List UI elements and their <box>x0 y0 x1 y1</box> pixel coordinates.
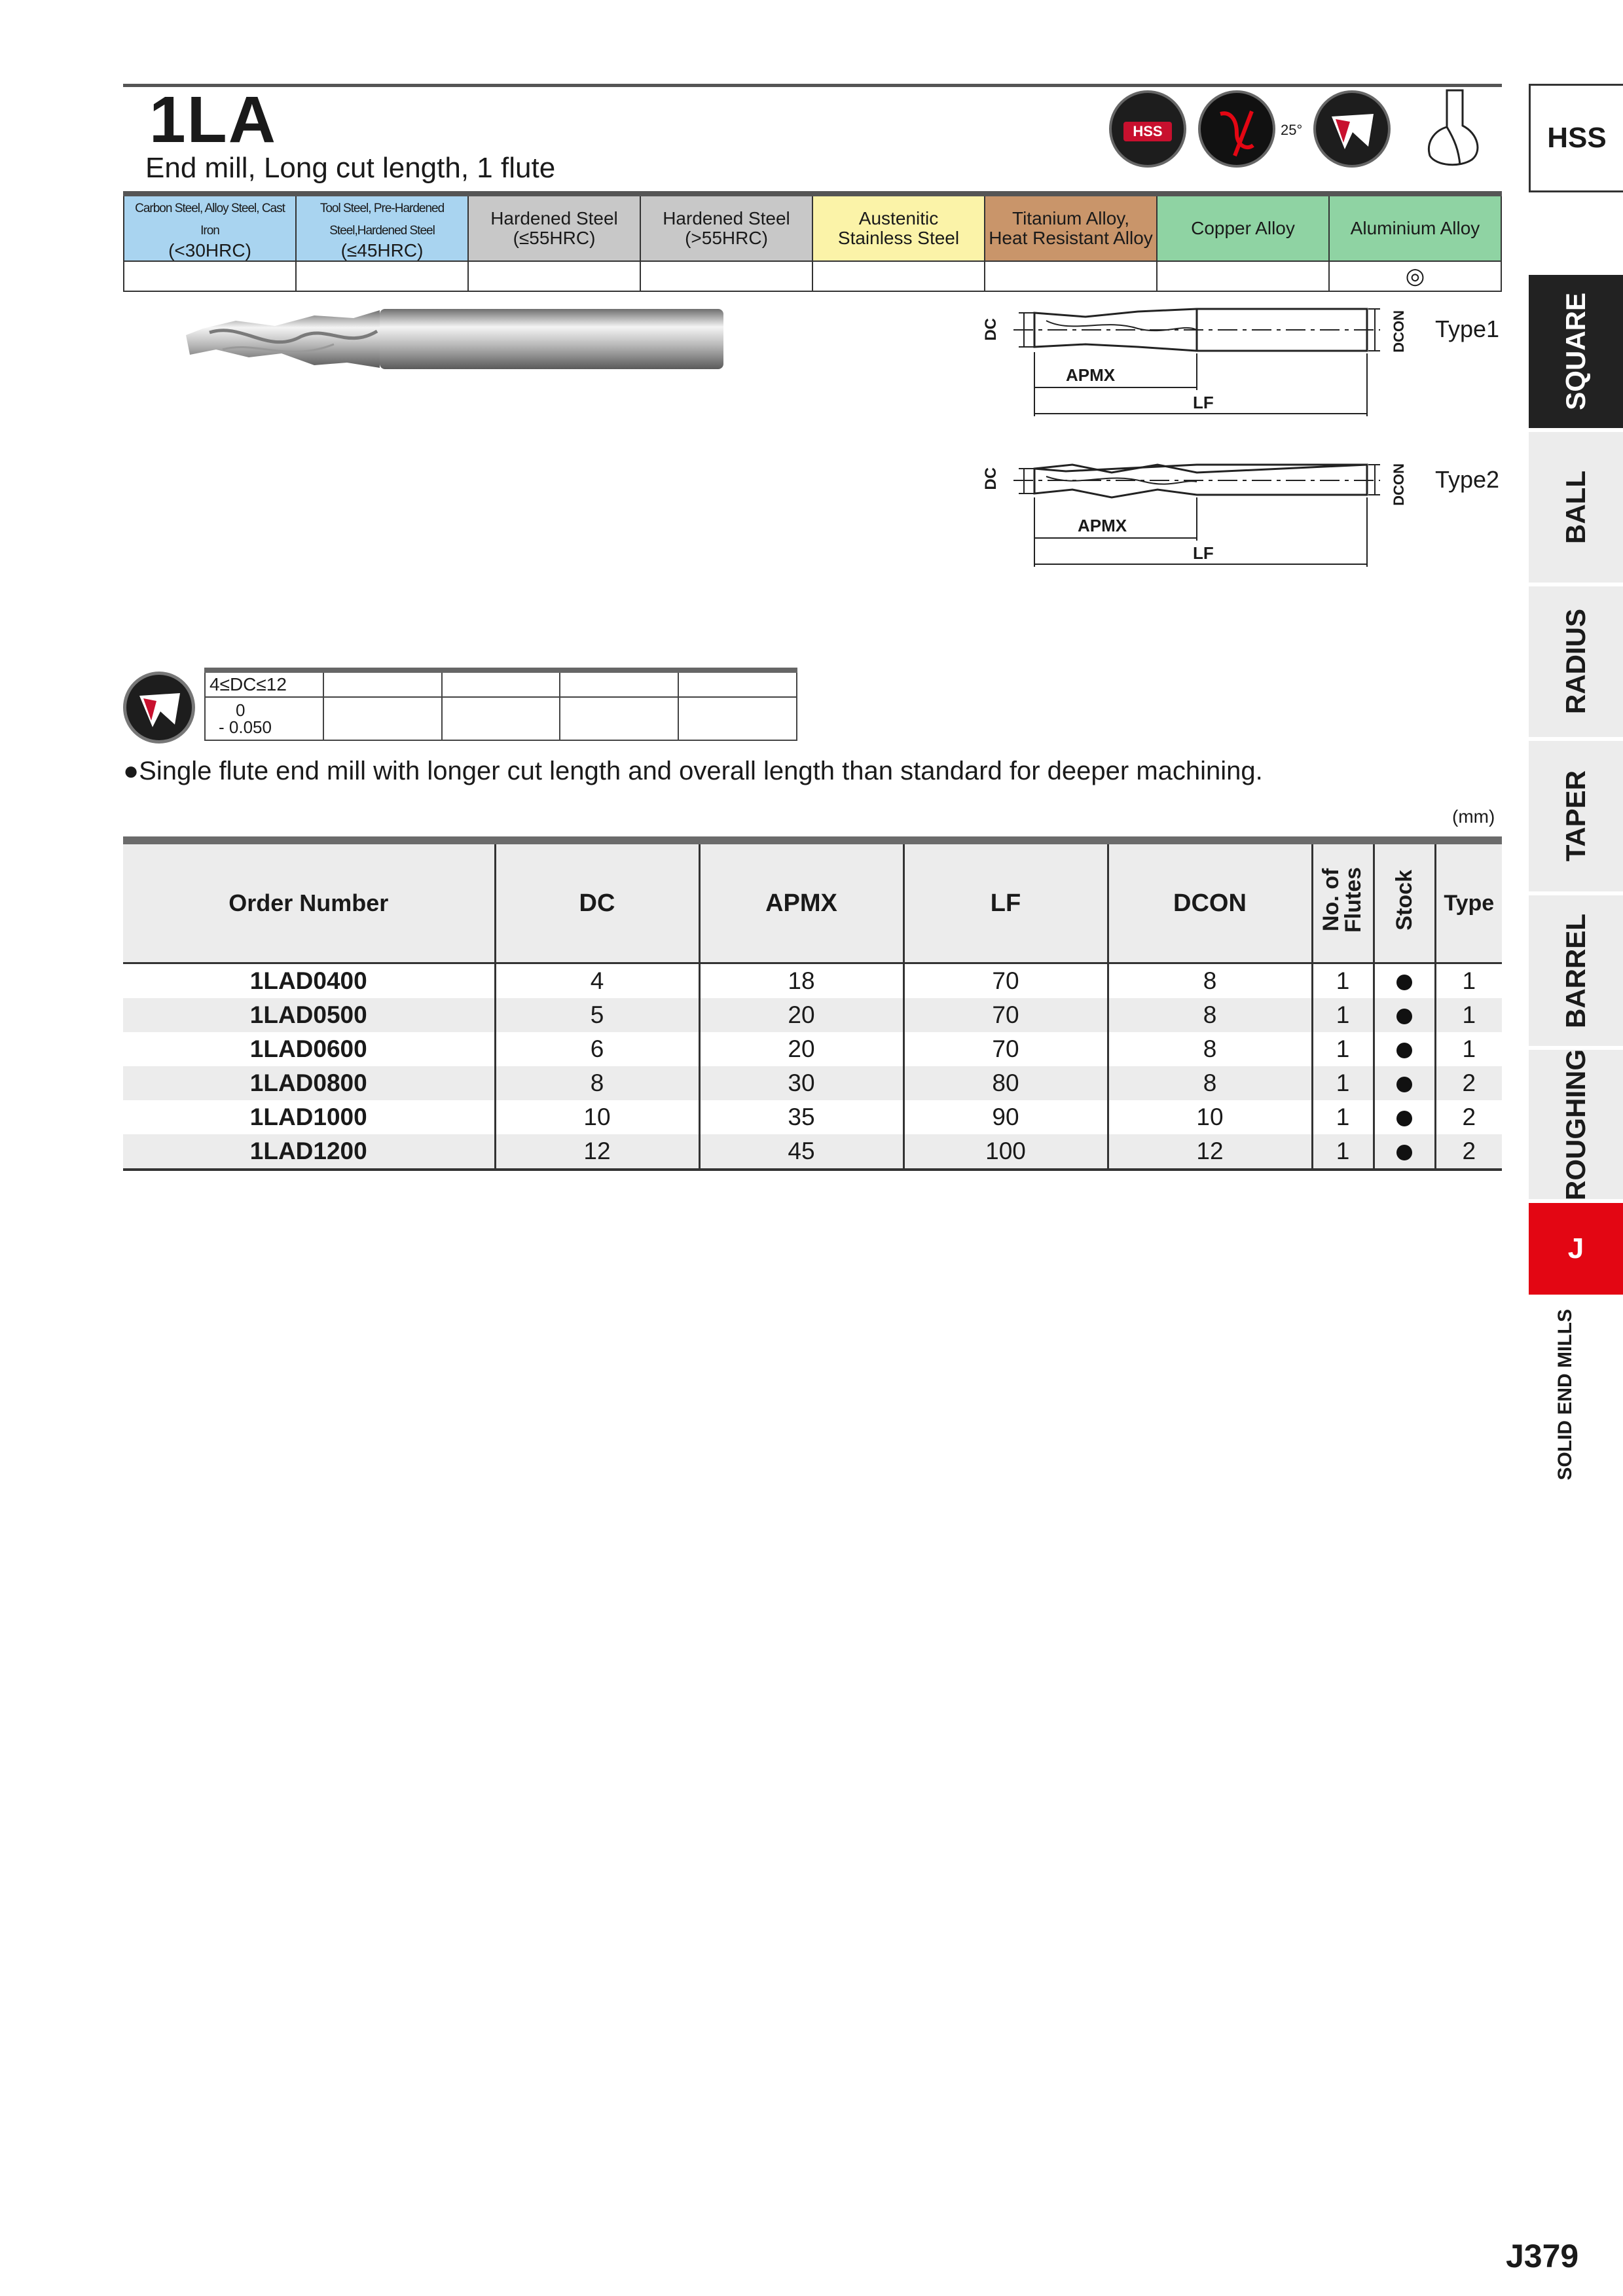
type1-dimension-drawing <box>974 292 1498 423</box>
apmx-value: 20 <box>699 998 903 1032</box>
tolerance-empty-cell <box>560 697 678 740</box>
dc-value: 10 <box>495 1100 699 1134</box>
rating-hardened-steel-55 <box>468 261 640 291</box>
table-row <box>123 998 1502 1032</box>
type2-label: Type2 <box>1435 466 1500 493</box>
stock-dot <box>1396 975 1412 990</box>
end-mill-shape-icon <box>1421 88 1484 169</box>
product-subtitle: End mill, Long cut length, 1 flute <box>145 152 556 184</box>
dcon-label: DCON <box>1391 310 1407 353</box>
flutes-value: 1 <box>1312 1032 1374 1066</box>
rating-hardened-steel-over-55 <box>640 261 812 291</box>
table-row <box>123 1032 1502 1066</box>
rating-carbon-steel <box>124 261 296 291</box>
type-value: 2 <box>1435 1134 1502 1170</box>
dcon-value: 10 <box>1108 1100 1312 1134</box>
type1-label: Type1 <box>1435 315 1500 342</box>
top-rule <box>123 84 1502 87</box>
dcon-value: 8 <box>1108 963 1312 999</box>
lf-value: 90 <box>903 1100 1108 1134</box>
material-copper-alloy: Copper Alloy <box>1157 194 1329 261</box>
dc-label: DC <box>982 318 1000 341</box>
spec-table <box>123 836 1502 1171</box>
apmx-value: 20 <box>699 1032 903 1066</box>
flutes-value: 1 <box>1312 1066 1374 1100</box>
material-suitability-table <box>123 191 1502 292</box>
product-description: ●Single flute end mill with longer cut length and overall length than standard for deeper machining. <box>123 757 1263 785</box>
type-value: 2 <box>1435 1066 1502 1100</box>
sidebar-tab-square[interactable]: SQUARE <box>1529 275 1623 432</box>
stock-indicator <box>1374 1032 1435 1066</box>
material-hardened-steel-55: Hardened Steel (≤55HRC) <box>468 194 640 261</box>
end-mill-photo <box>183 302 727 374</box>
dcon-value: 8 <box>1108 1032 1312 1066</box>
sidebar-tab-roughing[interactable]: ROUGHING <box>1529 1050 1623 1203</box>
flute-type-icon <box>1313 90 1391 168</box>
sidebar-tab-barrel[interactable]: BARREL <box>1529 895 1623 1050</box>
type-value: 1 <box>1435 998 1502 1032</box>
lf-value: 70 <box>903 963 1108 999</box>
apmx-value: 18 <box>699 963 903 999</box>
dc-value: 4 <box>495 963 699 999</box>
header-order-number: Order Number <box>123 840 495 963</box>
stock-indicator <box>1374 1134 1435 1170</box>
dc-value: 8 <box>495 1066 699 1100</box>
stock-dot <box>1396 1111 1412 1126</box>
material-hardened-steel-over-55: Hardened Steel (>55HRC) <box>640 194 812 261</box>
dcon-label: DCON <box>1391 463 1407 506</box>
flutes-value: 1 <box>1312 998 1374 1032</box>
tolerance-empty-cell <box>442 697 560 740</box>
lf-value: 100 <box>903 1134 1108 1170</box>
apmx-value: 45 <box>699 1134 903 1170</box>
dc-label: DC <box>982 467 1000 490</box>
dc-value: 5 <box>495 998 699 1032</box>
material-stainless-steel: Austenitic Stainless Steel <box>812 194 985 261</box>
stock-indicator <box>1374 963 1435 999</box>
hss-material-icon <box>1109 90 1186 168</box>
tolerance-empty-cell <box>323 697 442 740</box>
order-number: 1LAD0400 <box>249 967 367 994</box>
tolerance-value <box>205 697 323 740</box>
hss-badge: HSS <box>1123 122 1172 141</box>
lf-value: 70 <box>903 1032 1108 1066</box>
table-row <box>123 1100 1502 1134</box>
material-tab-hss[interactable]: HSS <box>1529 84 1623 192</box>
unit-label: (mm) <box>1452 806 1495 827</box>
order-number: 1LAD1000 <box>249 1103 367 1130</box>
rating-titanium-alloy <box>985 261 1157 291</box>
lf-label: LF <box>1193 393 1214 412</box>
stock-dot <box>1396 1043 1412 1058</box>
type2-dimension-drawing <box>974 442 1498 573</box>
tolerance-empty-cell <box>678 697 797 740</box>
order-number: 1LAD0500 <box>123 998 495 1032</box>
order-number: 1LAD0800 <box>123 1066 495 1100</box>
header-dcon: DCON <box>1108 840 1312 963</box>
lf-value: 80 <box>903 1066 1108 1100</box>
rating-aluminium-alloy: ◎ <box>1329 261 1501 291</box>
type-value: 2 <box>1435 1100 1502 1134</box>
type-value: 1 <box>1435 963 1502 999</box>
flutes-value: 1 <box>1312 1134 1374 1170</box>
section-tab-j[interactable]: J <box>1529 1203 1623 1295</box>
rating-stainless-steel <box>812 261 985 291</box>
rating-copper-alloy <box>1157 261 1329 291</box>
header-lf: LF <box>903 840 1108 963</box>
flutes-value: 1 <box>1312 1100 1374 1134</box>
tolerance-range: 4≤DC≤12 <box>205 670 323 697</box>
header-dc: DC <box>495 840 699 963</box>
tolerance-empty-cell <box>323 670 442 697</box>
dc-value: 6 <box>495 1032 699 1066</box>
order-number: 1LAD1200 <box>123 1134 495 1170</box>
stock-indicator <box>1374 1100 1435 1134</box>
tolerance-empty-cell <box>442 670 560 697</box>
tolerance-lower: - 0.050 <box>219 717 272 737</box>
header-apmx: APMX <box>699 840 903 963</box>
stock-indicator <box>1374 998 1435 1032</box>
product-title: 1LA <box>149 83 277 156</box>
sidebar-tab-taper[interactable]: TAPER <box>1529 741 1623 895</box>
table-row <box>123 963 1502 999</box>
tolerance-upper: 0 <box>236 700 246 720</box>
material-carbon-steel: Carbon Steel, Alloy Steel, Cast Iron (<30HRC) <box>124 194 296 261</box>
lf-label: LF <box>1193 543 1214 563</box>
apmx-value: 35 <box>699 1100 903 1134</box>
tolerance-empty-cell <box>678 670 797 697</box>
section-label: SOLID END MILLS <box>1554 1309 1576 1480</box>
header-flutes: No. of Flutes <box>1312 840 1374 963</box>
apmx-label: APMX <box>1078 516 1127 535</box>
stock-dot <box>1396 1009 1412 1024</box>
sidebar-tab-radius[interactable]: RADIUS <box>1529 586 1623 741</box>
material-tool-steel: Tool Steel, Pre-Hardened Steel,Hardened Steel (≤45HRC) <box>296 194 468 261</box>
page-number: J379 <box>1506 2238 1579 2274</box>
helix-angle-label: 25° <box>1281 122 1303 138</box>
helix-angle-icon <box>1198 90 1275 168</box>
stock-dot <box>1396 1077 1412 1092</box>
stock-dot <box>1396 1145 1412 1160</box>
sidebar-tab-ball[interactable]: BALL <box>1529 432 1623 586</box>
flutes-value: 1 <box>1312 963 1374 999</box>
dc-value: 12 <box>495 1134 699 1170</box>
table-row <box>123 1134 1502 1170</box>
order-number: 1LAD0600 <box>249 1035 367 1062</box>
apmx-label: APMX <box>1066 365 1116 385</box>
header-type: Type <box>1435 840 1502 963</box>
dcon-value: 8 <box>1108 1066 1312 1100</box>
rating-tool-steel <box>296 261 468 291</box>
material-aluminium-alloy: Aluminium Alloy <box>1329 194 1501 261</box>
lf-value: 70 <box>903 998 1108 1032</box>
tolerance-icon <box>123 672 195 744</box>
table-row <box>123 1066 1502 1100</box>
stock-indicator <box>1374 1066 1435 1100</box>
dcon-value: 12 <box>1108 1134 1312 1170</box>
tolerance-empty-cell <box>560 670 678 697</box>
header-stock: Stock <box>1374 840 1435 963</box>
type-value: 1 <box>1435 1032 1502 1066</box>
tolerance-table <box>204 668 797 741</box>
dcon-value: 8 <box>1108 998 1312 1032</box>
apmx-value: 30 <box>699 1066 903 1100</box>
material-titanium-alloy: Titanium Alloy, Heat Resistant Alloy <box>985 194 1157 261</box>
